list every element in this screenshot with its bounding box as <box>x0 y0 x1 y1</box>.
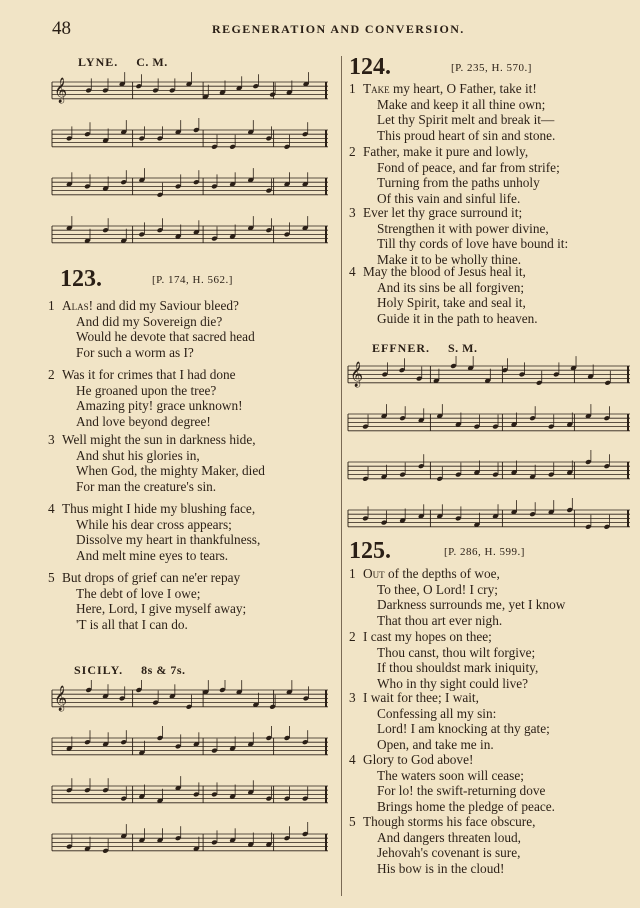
verse-line-text: my heart, O Father, take it! <box>392 81 537 96</box>
page-number: 48 <box>52 18 71 39</box>
stanza-number: 3 <box>48 432 55 447</box>
hymn-number-123: 123. <box>60 266 102 292</box>
verse-line: Till thy cords of love have bound it: <box>377 236 569 252</box>
stanza <box>48 298 255 360</box>
verse-line: Here, Lord, I give myself away; <box>76 601 247 617</box>
verse-line: Make it to be wholly thine. <box>377 251 522 267</box>
stanza-number: 5 <box>48 570 55 585</box>
verse-line: And melt mine eyes to tears. <box>76 547 229 563</box>
tune-meter: C. M. <box>136 55 168 69</box>
stanza <box>349 690 550 752</box>
verse-line: The waters soon will cease; <box>377 767 524 783</box>
treble-clef-icon: 𝄞 <box>350 362 364 387</box>
verse-line: If thou shouldst mark iniquity, <box>377 660 539 676</box>
verse-line: And love beyond degree! <box>76 413 211 429</box>
stanza-number: 3 <box>349 205 356 220</box>
verse-line: Make and keep it all thine own; <box>377 96 546 112</box>
verse-line: And its sins be all forgiven; <box>377 279 525 295</box>
treble-clef-icon: 𝄞 <box>54 686 68 711</box>
verse-line: Jehovah's covenant is sure, <box>377 845 521 861</box>
verse-line: Thou canst, thou wilt forgive; <box>377 644 536 660</box>
stanza <box>349 814 535 876</box>
stanza <box>48 367 243 429</box>
stanza-number: 3 <box>349 690 356 705</box>
stanza <box>48 570 246 632</box>
verse-line: Would he devote that sacred head <box>76 329 255 345</box>
stanza <box>349 264 538 326</box>
hymn-number-125: 125. <box>349 538 391 564</box>
tune-title-lyne <box>78 55 168 70</box>
stanza <box>349 205 568 267</box>
verse-line: Father, make it pure and lowly, <box>363 144 529 159</box>
hymn-reference-124: [P. 235, H. 570.] <box>451 62 532 74</box>
verse-line: And dangers threaten loud, <box>377 829 522 845</box>
verse-line: While his dear cross appears; <box>76 516 232 532</box>
verse-line: Of this vain and sinful life. <box>377 190 521 206</box>
verse-line: Let thy Spirit melt and break it— <box>377 112 555 128</box>
tune-name: LYNE. <box>78 55 119 69</box>
hymn-reference-125: [P. 286, H. 599.] <box>444 546 525 558</box>
verse-line: And did my Sovereign die? <box>76 313 223 329</box>
verse-line: The debt of love I owe; <box>76 585 201 601</box>
verse-line: 'T is all that I can do. <box>76 616 188 632</box>
stanza-number: 2 <box>48 367 55 382</box>
verse-line: I cast my hopes on thee; <box>363 629 492 644</box>
verse-line: I wait for thee; I wait, <box>363 690 479 705</box>
music-effner <box>344 356 632 548</box>
stanza-number: 4 <box>349 264 356 279</box>
verse-line: That thou art ever nigh. <box>377 612 503 628</box>
tune-name: SICILY. <box>74 663 124 677</box>
music-notation <box>344 356 632 548</box>
verse-line: Brings home the pledge of peace. <box>377 798 555 814</box>
stanza-number: 4 <box>349 752 356 767</box>
column-divider <box>341 56 342 896</box>
stanza-number: 1 <box>349 81 356 96</box>
stanza <box>349 81 555 143</box>
treble-clef-icon: 𝄞 <box>54 78 68 103</box>
verse-line: Lord! I am knocking at thy gate; <box>377 721 550 737</box>
hymn-reference-123: [P. 174, H. 562.] <box>152 274 233 286</box>
verse-line: He groaned upon the tree? <box>76 382 217 398</box>
stanza <box>349 629 538 691</box>
verse-line <box>62 298 255 314</box>
verse-line: Though storms his face obscure, <box>363 814 536 829</box>
verse-line: Dissolve my heart in thankfulness, <box>76 532 261 548</box>
stanza-number: 1 <box>48 298 55 313</box>
tune-meter: S. M. <box>448 341 478 355</box>
verse-line <box>363 81 555 97</box>
stanza <box>48 432 265 494</box>
verse-line: Ever let thy grace surround it; <box>363 205 523 220</box>
page-header <box>52 18 612 42</box>
tune-name: EFFNER. <box>372 341 430 355</box>
verse-line-text: and did my Saviour bleed? <box>96 298 239 313</box>
stanza <box>349 752 555 814</box>
music-notation <box>48 72 330 264</box>
verse-line: May the blood of Jesus heal it, <box>363 264 526 279</box>
verse-line-text: of the depths of woe, <box>387 566 500 581</box>
verse-line: Confessing all my sin: <box>377 705 497 721</box>
tune-title-sicily <box>74 663 186 678</box>
verse-line: Well might the sun in darkness hide, <box>62 432 256 447</box>
verse-line: This proud heart of sin and stone. <box>377 127 556 143</box>
stanza <box>48 501 260 563</box>
stanza-number: 5 <box>349 814 356 829</box>
verse-line: When God, the mighty Maker, died <box>76 463 265 479</box>
verse-line: Open, and take me in. <box>377 736 494 752</box>
tune-title-effner <box>372 341 478 356</box>
tune-meter: 8s & 7s. <box>141 663 186 677</box>
verse-line: Was it for crimes that I had done <box>62 367 236 382</box>
verse-line: For such a worm as I? <box>76 344 194 360</box>
music-notation <box>48 680 330 872</box>
stanza-number: 1 <box>349 566 356 581</box>
music-lyne <box>48 72 330 264</box>
verse-line: Amazing pity! grace unknown! <box>76 398 243 414</box>
music-sicily <box>48 680 330 872</box>
verse-line: Glory to God above! <box>363 752 474 767</box>
verse-line <box>363 566 565 582</box>
verse-line: To thee, O Lord! I cry; <box>377 581 498 597</box>
stanza-number: 4 <box>48 501 55 516</box>
verse-line: Fond of peace, and far from strife; <box>377 159 560 175</box>
stanza <box>349 566 565 628</box>
verse-line: Thus might I hide my blushing face, <box>62 501 256 516</box>
verse-line: Darkness surrounds me, yet I know <box>377 597 566 613</box>
verse-line: But drops of grief can ne'er repay <box>62 570 241 585</box>
verse-first-word: Alas! <box>62 298 94 313</box>
hymn-number-124: 124. <box>349 54 391 80</box>
verse-line: Holy Spirit, take and seal it, <box>377 295 526 311</box>
verse-first-word: Take <box>363 81 390 96</box>
verse-first-word: Out <box>363 566 385 581</box>
verse-line: Strengthen it with power divine, <box>377 220 549 236</box>
verse-line: And shut his glories in, <box>76 447 200 463</box>
verse-line: For man the creature's sin. <box>76 478 217 494</box>
verse-line: Who in thy sight could live? <box>377 675 529 691</box>
stanza-number: 2 <box>349 629 356 644</box>
verse-line: For lo! the swift-returning dove <box>377 783 546 799</box>
stanza <box>349 144 560 206</box>
stanza-number: 2 <box>349 144 356 159</box>
verse-line: Turning from the paths unholy <box>377 175 540 191</box>
verse-line: His bow is in the cloud! <box>377 860 505 876</box>
running-head: REGENERATION AND CONVERSION. <box>212 22 465 36</box>
verse-line: Guide it in the path to heaven. <box>377 310 538 326</box>
